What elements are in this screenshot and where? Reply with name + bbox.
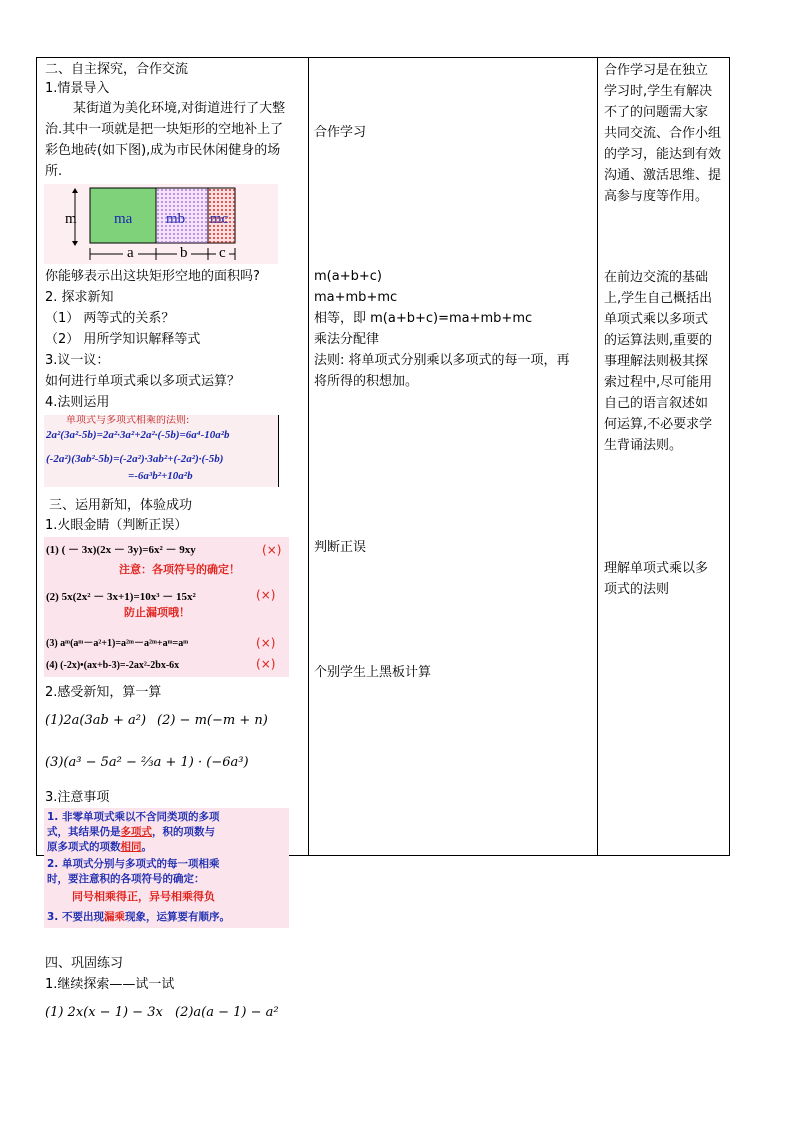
label-a: a	[123, 245, 138, 262]
practice-1: (1) 2x(x − 1) − 3x	[45, 1005, 163, 1020]
subheading-explore: 2. 探求新知	[45, 290, 114, 305]
right-note-line: 索过程中,尽可能用	[604, 375, 713, 390]
exercise-3: (3)(a³ − 5a² − ⅔a + 1) · (−6a³)	[45, 755, 249, 770]
right-note-line: 事理解法则极其探	[604, 354, 709, 369]
rule-example-figure	[44, 415, 279, 487]
tf-item-4: (4) (-2x)•(ax+b-3)=-2ax²-2bx-6x	[46, 660, 180, 671]
right-note-line: 理解单项式乘以多	[604, 561, 709, 576]
right-note-line: 项式的法则	[604, 582, 670, 597]
right-note-line: 在前边交流的基础	[604, 270, 709, 285]
note-line-5: 时，要注意积的各项符号的确定：	[47, 873, 205, 885]
tf-item-3: (3) aᵐ(aᵐ－a²+1)=a²ᵐ－a²ᵐ+aᵐ=aᵐ	[46, 638, 189, 649]
right-note-line: 不了的问题需大家	[604, 105, 709, 120]
rule-example-title: 单项式与多项式相乘的法则:	[66, 415, 190, 426]
note-cooperative	[604, 60, 726, 207]
note-line-2: 式，其结果仍是多项式，积的项数与	[47, 826, 215, 838]
tf-item-1: (1) ( － 3x)(2x － 3y)=6x² － 9xy	[46, 544, 196, 556]
column-divider-2	[597, 58, 598, 855]
rule-example-line-1: 2a²(3a²-5b)=2a²·3a²+2a²·(-5b)=6a⁴-10a²b	[46, 429, 230, 441]
area-question: 你能够表示出这块矩形空地的面积吗?	[45, 269, 260, 284]
judge-label: 判断正误	[314, 540, 367, 555]
subheading-notes: 3.注意事项	[45, 790, 110, 805]
intro-line-4: 所.	[45, 164, 63, 179]
note-line-3: 原多项式的项数相同。	[47, 841, 152, 853]
note-understand	[604, 558, 726, 600]
exercise-2: (2) − m(−m + n)	[157, 713, 268, 728]
tf-note-1: 注意：各项符号的确定！	[119, 563, 240, 576]
tf-note-2: 防止漏项哦！	[124, 606, 190, 619]
right-note-line: 的运算法则,重要的	[604, 333, 713, 348]
subheading-judge: 1.火眼金睛（判断正误）	[45, 518, 188, 533]
right-note-line: 学习时,学生有解决	[604, 84, 713, 99]
subheading-apply: 4.法则运用	[45, 395, 110, 410]
notes-figure	[44, 808, 289, 928]
question-2: （2） 用所学知识解释等式	[45, 332, 201, 347]
section-4-title: 四、巩固练习	[45, 956, 124, 971]
label-b: b	[177, 245, 191, 262]
intro-line-3: 彩色地砖(如下图),成为市民休闲健身的场	[45, 143, 281, 158]
rule-line-1: 法则: 将单项式分别乘以多项式的每一项，再	[314, 353, 570, 368]
right-note-line: 共同交流、合作小组	[604, 126, 722, 141]
subheading-practice: 1.继续探索——试一试	[45, 977, 175, 992]
question-3: 如何进行单项式乘以多项式运算？	[45, 374, 241, 389]
note-line-7: 3. 不要出现漏乘现象，运算要有顺序。	[47, 911, 230, 923]
note-rule	[604, 267, 726, 456]
tf-item-2: (2) 5x(2x² － 3x+1)=10x³ － 15x²	[46, 591, 196, 603]
distributive-law: 乘法分配律	[314, 332, 380, 347]
true-false-figure	[44, 537, 289, 677]
cooperative-learning: 合作学习	[314, 125, 367, 140]
practice-2: (2)a(a − 1) − a²	[175, 1005, 279, 1020]
equality-statement: 相等，即 m(a+b+c)=ma+mb+mc	[314, 311, 533, 326]
tf-mark-4: (×)	[256, 657, 276, 671]
rectangle-figure	[44, 184, 278, 264]
subheading-discuss: 3.议一议：	[45, 353, 110, 368]
section-3-title: 三、运用新知，体验成功	[49, 498, 193, 513]
intro-line-1: 某街道为美化环境,对街道进行了大整	[73, 101, 286, 116]
rule-line-2: 将所得的积想加。	[314, 374, 419, 389]
section-2-title: 二、自主探究，合作交流	[45, 62, 189, 77]
tf-mark-1: (×)	[262, 543, 282, 557]
right-note-line: 合作学习是在独立	[604, 63, 709, 78]
label-c: c	[216, 245, 229, 262]
right-note-line: 上,学生自己概括出	[604, 291, 713, 306]
right-note-line: 生背诵法则。	[604, 438, 683, 453]
note-line-4: 2. 单项式分别与多项式的每一项相乘	[47, 858, 220, 870]
tf-mark-2: (×)	[256, 588, 276, 602]
right-note-line: 单项式乘以多项式	[604, 312, 709, 327]
subheading-scene: 1.情景导入	[45, 81, 110, 96]
label-mb: mb	[166, 211, 186, 227]
rule-example-line-3: =-6a³b²+10a²b	[128, 470, 193, 482]
note-line-1: 1. 非零单项式乘以不含同类项的多项	[47, 811, 220, 823]
question-1: （1） 两等式的关系？	[45, 311, 175, 326]
expression-2: ma+mb+mc	[314, 290, 398, 305]
label-mc: mc	[210, 211, 229, 227]
tf-mark-3: (×)	[256, 636, 276, 650]
expression-1: m(a+b+c)	[314, 269, 382, 284]
board-label: 个别学生上黑板计算	[314, 665, 432, 680]
rule-example-line-2: (-2a²)(3ab²-5b)=(-2a²)·3ab²+(-2a²)·(-5b)	[46, 453, 224, 465]
right-note-line: 高参与度等作用。	[604, 189, 709, 204]
intro-line-2: 治.其中一项就是把一块矩形的空地补上了	[45, 122, 284, 137]
subheading-compute: 2.感受新知，算一算	[45, 685, 162, 700]
right-note-line: 的学习，能达到有效	[604, 147, 722, 162]
label-m: m	[65, 211, 77, 227]
right-note-line: 沟通、激活思维、提	[604, 168, 722, 183]
right-note-line: 自己的语言叙述如	[604, 396, 709, 411]
rectangle-diagram	[44, 184, 278, 264]
column-divider-1	[308, 58, 309, 855]
note-line-6: 同号相乘得正，异号相乘得负	[72, 890, 215, 903]
right-note-line: 何运算,不必要求学	[604, 417, 713, 432]
label-ma: ma	[114, 211, 133, 227]
exercise-1: (1)2a(3ab + a²)	[45, 713, 147, 728]
